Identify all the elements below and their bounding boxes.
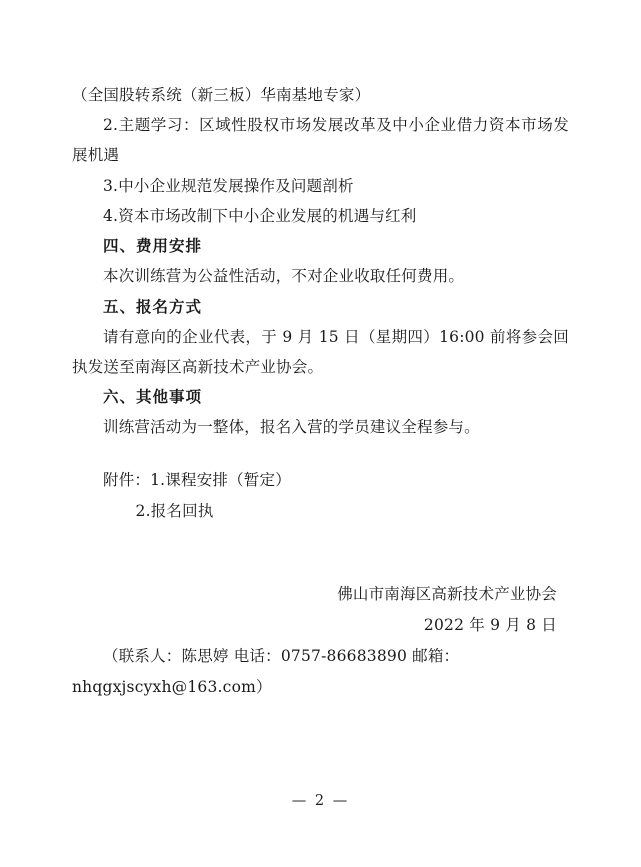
section-6-body: 训练营活动为一整体，报名入营的学员建议全程参与。: [103, 418, 480, 437]
contact-email: nhqgxjscyxh@163.com）: [72, 677, 272, 696]
section-4-heading: 四、费用安排: [103, 236, 203, 256]
topic-item-4: 4.资本市场改制下中小企业发展的机遇与红利: [103, 206, 417, 225]
attachment-item-1: 附件：1.课程安排（暂定）: [103, 470, 291, 489]
page-number: — 2 —: [291, 793, 350, 809]
contact-line: （联系人：陈思婷 电话：0757-86683890 邮箱：: [103, 646, 460, 665]
section-4-body: 本次训练营为公益性活动，不对企业收取任何费用。: [103, 267, 465, 286]
document-body: [72, 80, 569, 703]
topic-item-3: 3.中小企业规范发展操作及问题剖析: [103, 176, 354, 195]
section-5-heading: 五、报名方式: [103, 296, 203, 316]
expert-note-line: （全国股转系统（新三板）华南基地专家）: [72, 86, 371, 104]
topic-item-2: 2.主题学习：区域性股权市场发展改革及中小企业借力资本市场发展机遇: [72, 116, 569, 165]
signature-organization: 佛山市南海区高新技术产业协会: [337, 584, 557, 603]
signature-block: [72, 579, 569, 641]
signature-date: 2022 年 9 月 8 日: [423, 615, 557, 634]
section-5-body: 请有意向的企业代表，于 9 月 15 日（星期四）16:00 前将参会回执发送至南海区高新技术产业协会。: [72, 327, 569, 376]
attachment-item-2: 2.报名回执: [135, 501, 214, 520]
spacer-before-attachments: [72, 443, 569, 465]
section-6-heading: 六、其他事项: [103, 387, 203, 407]
